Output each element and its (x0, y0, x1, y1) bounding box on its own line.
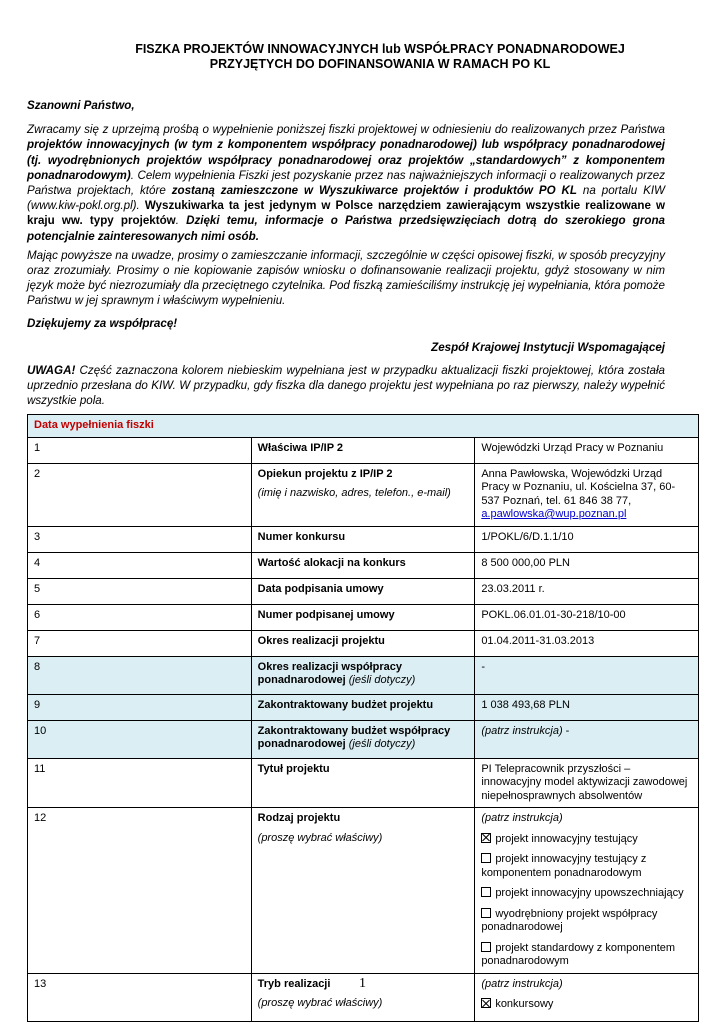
row-label: Tytuł projektu (251, 758, 475, 808)
signature: Zespół Krajowej Instytucji Wspomagającej (431, 340, 665, 354)
form-row-3 (28, 526, 699, 552)
row-value-text: - (562, 724, 570, 737)
thanks-line: Dziękujemy za współpracę! (27, 316, 178, 330)
row-number: 12 (28, 808, 252, 974)
title-line-2: PRZYJĘTYCH DO DOFINANSOWANIA W RAMACH PO KL (209, 57, 551, 71)
row-value[interactable] (475, 463, 699, 526)
row-label: Okres realizacji projektu (251, 630, 475, 656)
document-title (80, 42, 680, 72)
checkbox-checked-icon[interactable] (481, 998, 491, 1008)
checkbox-checked-icon[interactable] (481, 833, 491, 843)
form-row-5 (28, 578, 699, 604)
form-header-row (28, 415, 699, 438)
p1-bold-f: Wyszukiwarka ta jest jedynym w Polsce narzędziem zawierającym wszystkie realizowane w kraju ww. typy projektów (27, 199, 665, 228)
row-value[interactable]: - (475, 656, 699, 694)
form-row-12 (28, 808, 699, 974)
instruction-note: (patrz instrukcja) (481, 812, 563, 824)
checkbox-empty-icon[interactable] (481, 887, 491, 897)
row-number: 2 (28, 463, 252, 526)
row-value[interactable]: PI Telepracownik przyszłości – innowacyjny model aktywizacji zawodowej niepełnosprawnych absolwentów (475, 758, 699, 808)
project-form-table (27, 414, 699, 1022)
row-label: Numer podpisanej umowy (251, 604, 475, 630)
row-number: 1 (28, 437, 252, 463)
row-label (251, 720, 475, 758)
p1-text-g: . (175, 214, 187, 228)
row-label-text: Okres realizacji współpracy ponadnarodowej (257, 660, 402, 686)
option-label: wyodrębniony projekt współpracy ponadnarodowej (481, 907, 658, 933)
row-number: 3 (28, 526, 252, 552)
option-label: projekt standardowy z komponentem ponadnarodowym (481, 941, 676, 967)
row-sublabel: (imię i nazwisko, adres, telefon., e-mail) (257, 487, 451, 499)
option-wyodrebniony[interactable] (481, 908, 692, 935)
p1-bold-b: projektów innowacyjnych (w tym z komponentem współpracy ponadnarodowej) lub współpracy ponadnarodowej (tj. wyodrębnionych projektów współpracy ponadnarodowej oraz projektów „standardowych” z komponentem ponadnarodowym) (27, 138, 665, 182)
row-label (251, 808, 475, 974)
row-number: 9 (28, 694, 252, 720)
form-row-6 (28, 604, 699, 630)
row-value[interactable]: 8 500 000,00 PLN (475, 552, 699, 578)
row-sublabel: (proszę wybrać właściwy) (257, 997, 383, 1009)
row-value[interactable]: 1 038 493,68 PLN (475, 694, 699, 720)
option-testujacy-ponadnarodowy[interactable] (481, 853, 692, 880)
form-row-11 (28, 758, 699, 808)
p1-text-e: na portalu KIW (www.kiw-pokl.org.pl). (27, 184, 666, 213)
option-upowszechniajacy[interactable] (481, 887, 692, 901)
form-header-label: Data wypełnienia fiszki (28, 415, 699, 438)
row-value[interactable]: 23.03.2011 r. (475, 578, 699, 604)
form-row-9 (28, 694, 699, 720)
row-number: 10 (28, 720, 252, 758)
title-line-1: FISZKA PROJEKTÓW INNOWACYJNYCH lub WSPÓŁPRACY PONADNARODOWEJ (135, 42, 625, 56)
option-innowacyjny-testujacy[interactable] (481, 833, 692, 847)
row-label: Właściwa IP/IP 2 (251, 437, 475, 463)
form-row-1 (28, 437, 699, 463)
row-value[interactable]: 01.04.2011-31.03.2013 (475, 630, 699, 656)
instruction-note: (patrz instrukcja) (481, 724, 563, 737)
option-label: projekt innowacyjny upowszechniający (495, 887, 684, 899)
row-value[interactable] (475, 720, 699, 758)
instruction-note: (patrz instrukcja) (481, 977, 563, 990)
page-number: 1 (359, 976, 366, 991)
warning-text: Część zaznaczona kolorem niebieskim wypełniana jest w przypadku aktualizacji fiszki projektowej, która została uprzednio przesłana do KIW. W przypadku, gdy fiszka dla danego projektu jest wypełniana po raz pierwszy, należy wypełnić wszystkie pola. (27, 364, 665, 408)
warning-paragraph (27, 363, 665, 409)
row-label (251, 463, 475, 526)
row-value[interactable]: Wojewódzki Urząd Pracy w Poznaniu (475, 437, 699, 463)
row-label: Data podpisania umowy (251, 578, 475, 604)
row-number: 6 (28, 604, 252, 630)
row-label-note: (jeśli dotyczy) (348, 674, 416, 686)
p1-bold-h: Dzięki temu, informacje o Państwa przedsięwzięciach dotrą do szerokiego grona potencjalnie zainteresowanych nimi osób. (27, 214, 665, 243)
row-label (251, 656, 475, 694)
row-sublabel: (proszę wybrać właściwy) (257, 831, 383, 844)
checkbox-empty-icon[interactable] (481, 853, 491, 863)
option-label: projekt innowacyjny testujący (495, 832, 638, 845)
form-row-2 (28, 463, 699, 526)
row-value-text: Anna Pawłowska, Wojewódzki Urząd Pracy w Poznaniu, ul. Kościelna 37, 60-537 Poznań, tel. 61 846 38 77, (481, 467, 676, 507)
intro-section (27, 98, 665, 409)
checkbox-empty-icon[interactable] (481, 942, 491, 952)
form-row-4 (28, 552, 699, 578)
intro-paragraph-2: Mając powyższe na uwadze, prosimy o zamieszczanie informacji, szczególnie w części opisowej fiszki, w sposób precyzyjny oraz zrozumiały. Prosimy o nie kopiowanie zapisów wniosku o dofinansowanie realizacji projektu, gdyż stosowany w nim język może być niezrozumiały dla przeciętnego czytelnika. Pod fiszką zamieściliśmy instrukcję jej wypełniania, która pomoże Państwu w jej sprawnym i właściwym wypełnieniu. (27, 248, 665, 308)
p1-text-a: Zwracamy się z uprzejmą prośbą o wypełnienie poniższej fiszki projektowej w odniesieniu do realizowanych przez Państwa (27, 123, 665, 137)
row-label: Numer konkursu (251, 526, 475, 552)
form-row-8 (28, 656, 699, 694)
p1-text-c: . Celem wypełnienia Fiszki jest pozyskanie przez nas najważniejszych informacji o realizowanych przez Państwa projektach, które (27, 168, 665, 198)
row-label-note: (jeśli dotyczy) (348, 738, 416, 750)
option-standardowy[interactable] (481, 942, 692, 969)
row-number: 4 (28, 552, 252, 578)
greeting: Szanowni Państwo, (27, 99, 135, 112)
row-label-text: Tryb realizacji (257, 977, 331, 990)
row-label: Zakontraktowany budżet projektu (251, 694, 475, 720)
row-number: 8 (28, 656, 252, 694)
intro-paragraph-1 (27, 122, 665, 244)
row-number: 7 (28, 630, 252, 656)
row-label: Wartość alokacji na konkurs (251, 552, 475, 578)
row-label-text: Opiekun projektu z IP/IP 2 (257, 467, 393, 480)
row-number: 5 (28, 578, 252, 604)
row-number: 13 (28, 973, 252, 1021)
form-row-10 (28, 720, 699, 758)
row-number: 11 (28, 758, 252, 808)
option-label: projekt innowacyjny testujący z komponentem ponadnarodowym (481, 853, 647, 879)
warning-label: UWAGA! (27, 364, 76, 378)
option-label: konkursowy (495, 998, 554, 1010)
form-row-7 (28, 630, 699, 656)
row-value (475, 808, 699, 974)
row-value[interactable]: POKL.06.01.01-30-218/10-00 (475, 604, 699, 630)
row-label-text: Zakontraktowany budżet współpracy ponadnarodowej (257, 724, 451, 750)
p1-bold-d: zostaną zamieszczone w Wyszukiwarce projektów i produktów PO KL (171, 184, 578, 198)
checkbox-empty-icon[interactable] (481, 908, 491, 918)
row-value[interactable]: 1/POKL/6/D.1.1/10 (475, 526, 699, 552)
row-label-text: Rodzaj projektu (257, 812, 341, 824)
email-link[interactable]: a.pawlowska@wup.poznan.pl (481, 508, 627, 520)
option-konkursowy[interactable] (481, 998, 692, 1012)
